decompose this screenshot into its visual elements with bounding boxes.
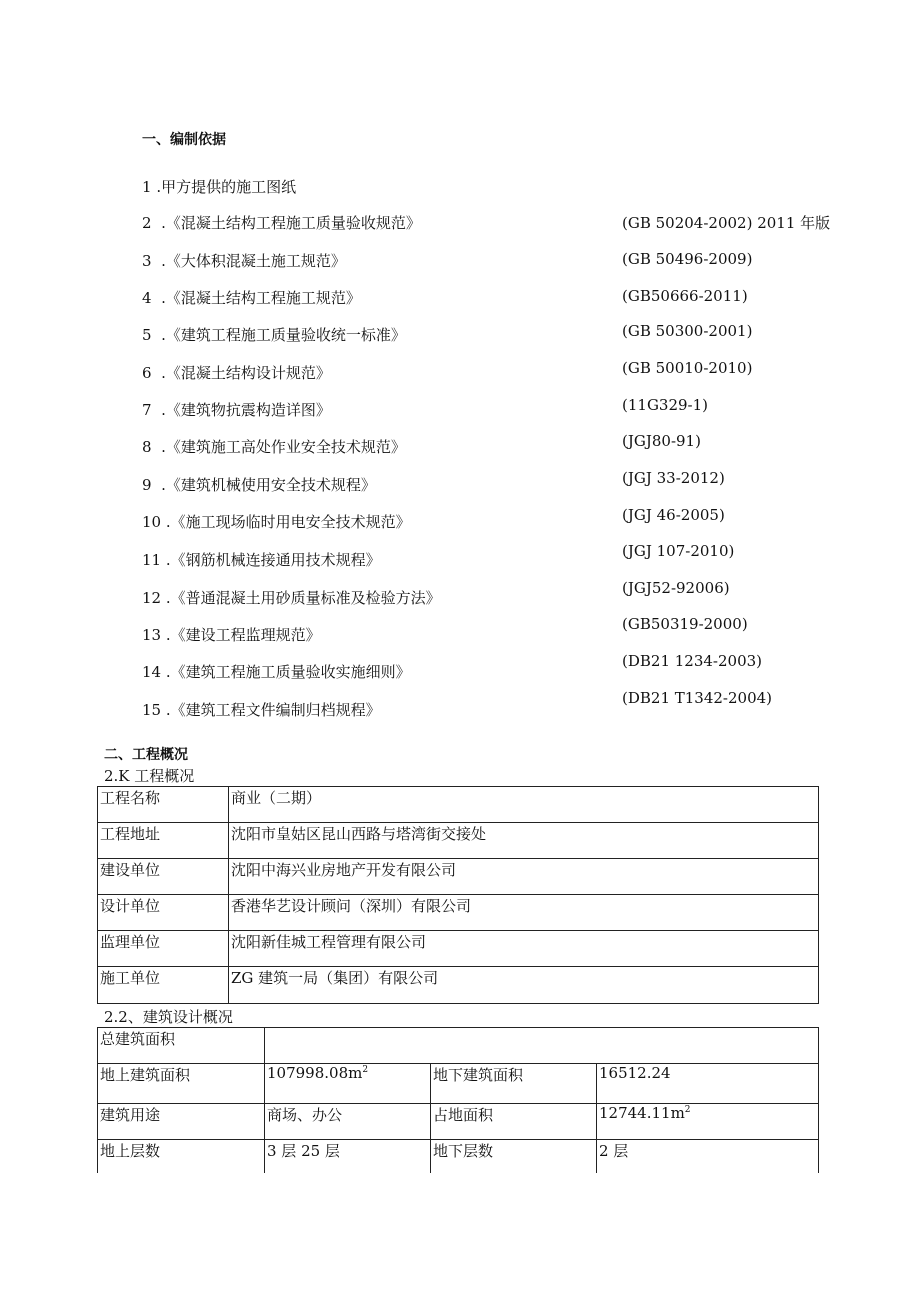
ref-name: .《建筑机械使用安全技术规程》 xyxy=(161,476,376,494)
ref-code-9: (JGJ 33-2012) xyxy=(622,469,725,487)
label-total-area: 总建筑面积 xyxy=(98,1028,265,1064)
ref-code-3: (GB 50496-2009) xyxy=(622,250,753,268)
ref-number: 2 xyxy=(142,214,152,232)
label-below-floors: 地下层数 xyxy=(431,1140,597,1173)
ref-number: 10 xyxy=(142,513,162,531)
ref-name: .《建筑工程文件编制归档规程》 xyxy=(165,701,381,719)
ref-name: .《建筑施工高处作业安全技术规范》 xyxy=(161,438,406,456)
section1-title: 一、编制依据 xyxy=(142,132,226,148)
ref-code-5: (GB 50300-2001) xyxy=(622,322,753,340)
label-above-floors: 地上层数 xyxy=(98,1140,265,1173)
ref-name: .《建筑工程施工质量验收统一标准》 xyxy=(161,326,406,344)
above-area-number: 107998.08m xyxy=(267,1064,363,1082)
table-row xyxy=(98,967,819,1004)
value-total-area xyxy=(265,1028,819,1064)
ref-name: .《大体积混凝土施工规范》 xyxy=(161,252,346,270)
label-developer: 建设单位 xyxy=(98,859,229,895)
ref-number: 14 xyxy=(142,663,162,681)
ref-code-7: (11G329-1) xyxy=(622,396,709,414)
label-above-area: 地上建筑面积 xyxy=(98,1064,265,1104)
ref-item-4 xyxy=(142,287,361,308)
ref-name: .甲方提供的施工图纸 xyxy=(156,178,297,196)
ref-code-10: (JGJ 46-2005) xyxy=(622,506,725,524)
ref-code-8: (JGJ80-91) xyxy=(622,432,701,450)
ref-name: .《普通混凝土用砂质量标准及检验方法》 xyxy=(165,589,441,607)
ref-item-14 xyxy=(142,661,411,682)
ref-number: 8 xyxy=(142,438,152,456)
label-contractor: 施工单位 xyxy=(98,967,229,1004)
value-supervisor: 沈阳新佳城工程管理有限公司 xyxy=(229,931,819,967)
table-row xyxy=(98,1064,819,1104)
ref-item-8 xyxy=(142,436,406,457)
value-above-area xyxy=(265,1064,431,1104)
ref-item-11 xyxy=(142,549,381,570)
value-developer: 沈阳中海兴业房地产开发有限公司 xyxy=(229,859,819,895)
table-row xyxy=(98,1140,819,1173)
ref-code-4: (GB50666-2011) xyxy=(622,287,748,305)
land-area-number: 12744.11m xyxy=(599,1104,685,1122)
ref-item-1 xyxy=(142,176,296,197)
ref-item-12 xyxy=(142,587,441,608)
table-row xyxy=(98,787,819,823)
ref-name: .《混凝土结构设计规范》 xyxy=(161,364,331,382)
ref-code-13: (GB50319-2000) xyxy=(622,615,748,633)
value-below-area: 16512.24 xyxy=(597,1064,819,1104)
label-usage: 建筑用途 xyxy=(98,1104,265,1140)
table-row xyxy=(98,823,819,859)
ref-number: 13 xyxy=(142,626,162,644)
value-above-floors: 3 层 25 层 xyxy=(265,1140,431,1173)
label-designer: 设计单位 xyxy=(98,895,229,931)
ref-number: 9 xyxy=(142,476,152,494)
ref-number: 12 xyxy=(142,589,162,607)
ref-number: 4 xyxy=(142,289,152,307)
table-row xyxy=(98,1104,819,1140)
value-contractor: ZG 建筑一局（集团）有限公司 xyxy=(229,967,819,1004)
value-below-floors: 2 层 xyxy=(597,1140,819,1173)
value-address: 沈阳市皇姑区昆山西路与塔湾街交接处 xyxy=(229,823,819,859)
ref-item-2 xyxy=(142,212,421,233)
ref-item-13 xyxy=(142,624,321,645)
ref-item-15 xyxy=(142,699,381,720)
ref-code-2: (GB 50204-2002) 2011 年版 xyxy=(622,214,831,232)
value-land-area xyxy=(597,1104,819,1140)
ref-code-6: (GB 50010-2010) xyxy=(622,359,753,377)
ref-name: .《建筑工程施工质量验收实施细则》 xyxy=(165,663,411,681)
ref-code-14: (DB21 1234-2003) xyxy=(622,652,763,670)
ref-name: .《钢筋机械连接通用技术规程》 xyxy=(165,551,381,569)
value-designer: 香港华艺设计顾问（深圳）有限公司 xyxy=(229,895,819,931)
label-supervisor: 监理单位 xyxy=(98,931,229,967)
ref-item-5 xyxy=(142,324,406,345)
overview-table xyxy=(97,786,819,1004)
ref-item-10 xyxy=(142,511,411,532)
ref-code-12: (JGJ52-92006) xyxy=(622,579,730,597)
ref-item-3 xyxy=(142,250,346,271)
ref-number: 3 xyxy=(142,252,152,270)
table-row xyxy=(98,895,819,931)
label-land-area: 占地面积 xyxy=(431,1104,597,1140)
label-below-area: 地下建筑面积 xyxy=(431,1064,597,1104)
ref-name: .《建设工程监理规范》 xyxy=(165,626,321,644)
ref-number: 11 xyxy=(142,551,162,569)
value-project-name: 商业（二期） xyxy=(229,787,819,823)
section2-title: 二、工程概况 xyxy=(104,747,188,763)
table-row xyxy=(98,1028,819,1064)
land-area-unit-exponent: 2 xyxy=(684,1105,691,1115)
ref-item-6 xyxy=(142,362,331,383)
value-usage: 商场、办公 xyxy=(265,1104,431,1140)
label-project-name: 工程名称 xyxy=(98,787,229,823)
ref-number: 15 xyxy=(142,701,162,719)
ref-name: .《建筑物抗震构造详图》 xyxy=(161,401,331,419)
above-area-unit-exponent: 2 xyxy=(362,1065,369,1075)
label-address: 工程地址 xyxy=(98,823,229,859)
table-row xyxy=(98,859,819,895)
ref-number: 6 xyxy=(142,364,152,382)
ref-number: 1 xyxy=(142,178,152,196)
ref-code-11: (JGJ 107-2010) xyxy=(622,542,735,560)
table-row xyxy=(98,931,819,967)
ref-item-9 xyxy=(142,474,376,495)
ref-name: .《混凝土结构工程施工质量验收规范》 xyxy=(161,214,421,232)
ref-item-7 xyxy=(142,399,331,420)
design-table xyxy=(97,1027,819,1173)
ref-code-15: (DB21 T1342-2004) xyxy=(622,689,773,707)
ref-name: .《施工现场临时用电安全技术规范》 xyxy=(165,513,411,531)
overview-title: 2.K 工程概况 xyxy=(104,767,195,785)
ref-name: .《混凝土结构工程施工规范》 xyxy=(161,289,361,307)
ref-number: 5 xyxy=(142,326,152,344)
ref-number: 7 xyxy=(142,401,152,419)
design-title: 2.2、建筑设计概况 xyxy=(104,1008,233,1026)
